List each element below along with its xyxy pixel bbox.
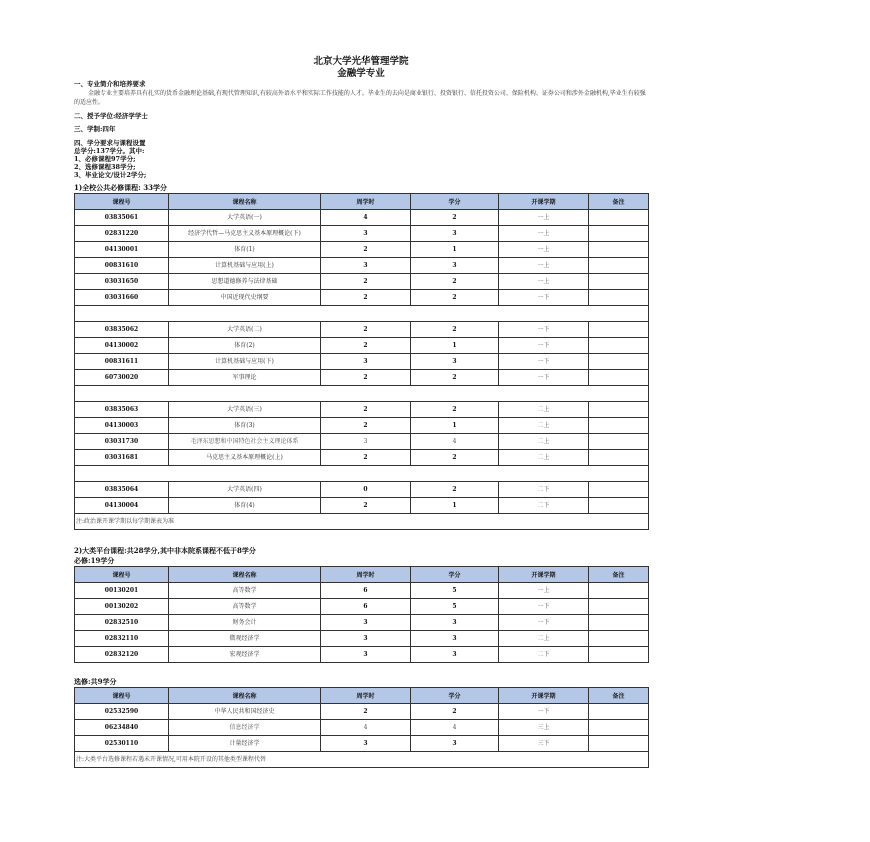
course-code: 03031650 xyxy=(75,274,169,290)
term: 一下 xyxy=(499,370,589,386)
course-name: 高等数学 xyxy=(169,599,321,615)
remark xyxy=(589,704,649,720)
section-4-total: 总学分:137学分。其中: xyxy=(74,147,145,155)
blank-row xyxy=(75,306,649,322)
weekly-hours: 2 xyxy=(321,402,411,418)
course-code: 60730020 xyxy=(75,370,169,386)
course-name: 马克思主义基本原理概论(上) xyxy=(169,450,321,466)
section-4-title: 四、学分要求与课程设置 xyxy=(74,138,146,147)
column-header: 课程号 xyxy=(75,567,169,583)
credits: 4 xyxy=(411,720,499,736)
remark xyxy=(589,498,649,514)
remark xyxy=(589,736,649,752)
course-code: 04130003 xyxy=(75,418,169,434)
table-row xyxy=(75,370,649,386)
credits: 3 xyxy=(411,226,499,242)
note-row xyxy=(75,752,649,768)
remark xyxy=(589,647,649,663)
course-code: 02831220 xyxy=(75,226,169,242)
blank-cell xyxy=(75,466,649,482)
remark xyxy=(589,583,649,599)
table-row xyxy=(75,210,649,226)
table-row xyxy=(75,274,649,290)
course-code: 03031660 xyxy=(75,290,169,306)
course-name: 体育(2) xyxy=(169,338,321,354)
term: 二上 xyxy=(499,631,589,647)
column-header: 备注 xyxy=(589,688,649,704)
table-row xyxy=(75,290,649,306)
credits: 4 xyxy=(411,434,499,450)
remark xyxy=(589,290,649,306)
weekly-hours: 3 xyxy=(321,258,411,274)
remark xyxy=(589,210,649,226)
course-code: 03835062 xyxy=(75,322,169,338)
course-name: 经济学代哲—马克思主义基本原理概论(下) xyxy=(169,226,321,242)
section-1-text: 金融专业主要培养具有扎实的货币金融理论基础,有现代管理知识,有较高外语水平和实际工作技能的人才。毕业生的去向是商业银行、投资银行、信托投资公司、保险机构、证券公司和涉外金融机构,毕业生有较强的适应性。 xyxy=(74,89,646,106)
table-row xyxy=(75,226,649,242)
course-name: 大学英语(四) xyxy=(169,482,321,498)
course-name: 大学英语(二) xyxy=(169,322,321,338)
course-code: 04130004 xyxy=(75,498,169,514)
credits: 2 xyxy=(411,210,499,226)
column-header: 课程名称 xyxy=(169,688,321,704)
column-header: 学分 xyxy=(411,567,499,583)
course-code: 00130202 xyxy=(75,599,169,615)
table-header-row xyxy=(75,567,649,583)
course-name: 军事理论 xyxy=(169,370,321,386)
credits: 3 xyxy=(411,258,499,274)
course-code: 02530110 xyxy=(75,736,169,752)
course-code: 06234840 xyxy=(75,720,169,736)
table-row xyxy=(75,599,649,615)
course-code: 02532590 xyxy=(75,704,169,720)
weekly-hours: 2 xyxy=(321,450,411,466)
remark xyxy=(589,631,649,647)
term: 一下 xyxy=(499,354,589,370)
table-row xyxy=(75,354,649,370)
weekly-hours: 6 xyxy=(321,599,411,615)
credits: 1 xyxy=(411,498,499,514)
weekly-hours: 3 xyxy=(321,226,411,242)
column-header: 备注 xyxy=(589,194,649,210)
credits: 5 xyxy=(411,599,499,615)
remark xyxy=(589,402,649,418)
course-name: 高等数学 xyxy=(169,583,321,599)
course-name: 思想道德修养与法律基础 xyxy=(169,274,321,290)
platform-required-courses-table xyxy=(74,566,649,663)
section-4-line-2: 2、选修课程38学分; xyxy=(74,163,136,171)
term: 一下 xyxy=(499,704,589,720)
blank-cell xyxy=(75,306,649,322)
table-row xyxy=(75,242,649,258)
remark xyxy=(589,450,649,466)
course-name: 计算机基础与应用(下) xyxy=(169,354,321,370)
term: 二上 xyxy=(499,450,589,466)
weekly-hours: 2 xyxy=(321,370,411,386)
section-3-title: 三、学制:四年 xyxy=(74,125,116,133)
section-4-line-3: 3、毕业论文/设计2学分; xyxy=(74,171,147,179)
course-code: 00831611 xyxy=(75,354,169,370)
remark xyxy=(589,599,649,615)
course-name: 信息经济学 xyxy=(169,720,321,736)
term: 一上 xyxy=(499,583,589,599)
term: 一下 xyxy=(499,338,589,354)
course-code: 02832120 xyxy=(75,647,169,663)
column-header: 周学时 xyxy=(321,688,411,704)
term: 一上 xyxy=(499,274,589,290)
weekly-hours: 2 xyxy=(321,418,411,434)
weekly-hours: 3 xyxy=(321,736,411,752)
course-name: 中国近现代史纲要 xyxy=(169,290,321,306)
term: 一下 xyxy=(499,290,589,306)
remark xyxy=(589,242,649,258)
weekly-hours: 3 xyxy=(321,631,411,647)
table-row xyxy=(75,704,649,720)
table-row xyxy=(75,338,649,354)
course-name: 毛泽东思想和中国特色社会主义理论体系 xyxy=(169,434,321,450)
course-name: 体育(3) xyxy=(169,418,321,434)
credits: 2 xyxy=(411,482,499,498)
major-title: 金融学专业 xyxy=(337,68,385,79)
credits: 3 xyxy=(411,736,499,752)
table-row xyxy=(75,322,649,338)
weekly-hours: 3 xyxy=(321,354,411,370)
blank-row xyxy=(75,386,649,402)
credits: 3 xyxy=(411,647,499,663)
weekly-hours: 4 xyxy=(321,720,411,736)
weekly-hours: 2 xyxy=(321,242,411,258)
blank-row xyxy=(75,466,649,482)
table-1-title: 1)全校公共必修课程: 33学分 xyxy=(74,183,167,192)
weekly-hours: 6 xyxy=(321,583,411,599)
credits: 2 xyxy=(411,370,499,386)
remark xyxy=(589,434,649,450)
course-code: 04130001 xyxy=(75,242,169,258)
table-row xyxy=(75,418,649,434)
remark xyxy=(589,258,649,274)
credits: 2 xyxy=(411,402,499,418)
weekly-hours: 3 xyxy=(321,434,411,450)
term: 二上 xyxy=(499,418,589,434)
course-code: 03835063 xyxy=(75,402,169,418)
column-header: 课程号 xyxy=(75,688,169,704)
table-header-row xyxy=(75,688,649,704)
table-header-row xyxy=(75,194,649,210)
course-name: 微观经济学 xyxy=(169,631,321,647)
weekly-hours: 2 xyxy=(321,498,411,514)
weekly-hours: 2 xyxy=(321,704,411,720)
blank-cell xyxy=(75,386,649,402)
table-row xyxy=(75,402,649,418)
weekly-hours: 2 xyxy=(321,322,411,338)
course-code: 03031730 xyxy=(75,434,169,450)
table-row xyxy=(75,434,649,450)
course-code: 00130201 xyxy=(75,583,169,599)
weekly-hours: 2 xyxy=(321,290,411,306)
table-3-subtitle: 选修:共9学分 xyxy=(74,677,117,686)
course-code: 04130002 xyxy=(75,338,169,354)
weekly-hours: 3 xyxy=(321,615,411,631)
credits: 2 xyxy=(411,322,499,338)
section-2-title: 二、授予学位:经济学学士 xyxy=(74,111,148,120)
note-row xyxy=(75,514,649,530)
remark xyxy=(589,322,649,338)
remark xyxy=(589,482,649,498)
column-header: 周学时 xyxy=(321,567,411,583)
term: 二下 xyxy=(499,482,589,498)
table-note: 注:大类平台选修课程若遇未开课情况,可用本院开设的其他类型课程代替 xyxy=(75,752,649,768)
weekly-hours: 4 xyxy=(321,210,411,226)
credits: 1 xyxy=(411,338,499,354)
school-title: 北京大学光华管理学院 xyxy=(313,56,409,67)
column-header: 课程名称 xyxy=(169,194,321,210)
term: 三上 xyxy=(499,720,589,736)
course-name: 财务会计 xyxy=(169,615,321,631)
credits: 5 xyxy=(411,583,499,599)
term: 三下 xyxy=(499,736,589,752)
table-row xyxy=(75,583,649,599)
credits: 1 xyxy=(411,242,499,258)
table-row xyxy=(75,736,649,752)
table-row xyxy=(75,720,649,736)
document-page xyxy=(74,56,648,768)
column-header: 学分 xyxy=(411,688,499,704)
term: 一上 xyxy=(499,242,589,258)
course-name: 计量经济学 xyxy=(169,736,321,752)
credits: 3 xyxy=(411,354,499,370)
credits: 2 xyxy=(411,274,499,290)
term: 一上 xyxy=(499,226,589,242)
weekly-hours: 3 xyxy=(321,647,411,663)
table-2-subtitle: 必修:19学分 xyxy=(74,556,115,565)
term: 二下 xyxy=(499,498,589,514)
term: 一下 xyxy=(499,599,589,615)
course-name: 体育(1) xyxy=(169,242,321,258)
remark xyxy=(589,338,649,354)
term: 一下 xyxy=(499,615,589,631)
column-header: 课程号 xyxy=(75,194,169,210)
term: 二上 xyxy=(499,402,589,418)
section-1-title: 一、专业简介和培养要求 xyxy=(74,80,146,88)
table-row xyxy=(75,615,649,631)
course-code: 00831610 xyxy=(75,258,169,274)
column-header: 周学时 xyxy=(321,194,411,210)
table-row xyxy=(75,498,649,514)
credits: 1 xyxy=(411,418,499,434)
remark xyxy=(589,370,649,386)
credits: 2 xyxy=(411,450,499,466)
column-header: 开课学期 xyxy=(499,688,589,704)
remark xyxy=(589,226,649,242)
weekly-hours: 2 xyxy=(321,274,411,290)
platform-elective-courses-table xyxy=(74,687,649,768)
course-name: 中华人民共和国经济史 xyxy=(169,704,321,720)
remark xyxy=(589,354,649,370)
course-code: 03031681 xyxy=(75,450,169,466)
table-row xyxy=(75,631,649,647)
term: 二上 xyxy=(499,434,589,450)
table-2-title: 2)大类平台课程:共28学分,其中非本院系课程不低于8学分 xyxy=(74,546,256,555)
credits: 2 xyxy=(411,704,499,720)
term: 一下 xyxy=(499,322,589,338)
credits: 3 xyxy=(411,615,499,631)
course-code: 03835061 xyxy=(75,210,169,226)
table-row xyxy=(75,450,649,466)
course-code: 03835064 xyxy=(75,482,169,498)
weekly-hours: 0 xyxy=(321,482,411,498)
column-header: 学分 xyxy=(411,194,499,210)
course-name: 体育(4) xyxy=(169,498,321,514)
term: 二下 xyxy=(499,647,589,663)
public-required-courses-table xyxy=(74,193,649,530)
credits: 3 xyxy=(411,631,499,647)
term: 一上 xyxy=(499,210,589,226)
table-row xyxy=(75,482,649,498)
credits: 2 xyxy=(411,290,499,306)
course-name: 大学英语(一) xyxy=(169,210,321,226)
remark xyxy=(589,418,649,434)
column-header: 开课学期 xyxy=(499,194,589,210)
remark xyxy=(589,615,649,631)
course-code: 02832510 xyxy=(75,615,169,631)
course-name: 计算机基础与应用(上) xyxy=(169,258,321,274)
course-name: 宏观经济学 xyxy=(169,647,321,663)
remark xyxy=(589,274,649,290)
remark xyxy=(589,720,649,736)
section-4-line-1: 1、必修课程97学分; xyxy=(74,155,136,163)
table-row xyxy=(75,258,649,274)
weekly-hours: 2 xyxy=(321,338,411,354)
column-header: 开课学期 xyxy=(499,567,589,583)
term: 一上 xyxy=(499,258,589,274)
column-header: 课程名称 xyxy=(169,567,321,583)
course-name: 大学英语(三) xyxy=(169,402,321,418)
course-code: 02832110 xyxy=(75,631,169,647)
column-header: 备注 xyxy=(589,567,649,583)
table-note: 注:政治课开课学期以每学期课表为准 xyxy=(75,514,649,530)
table-row xyxy=(75,647,649,663)
